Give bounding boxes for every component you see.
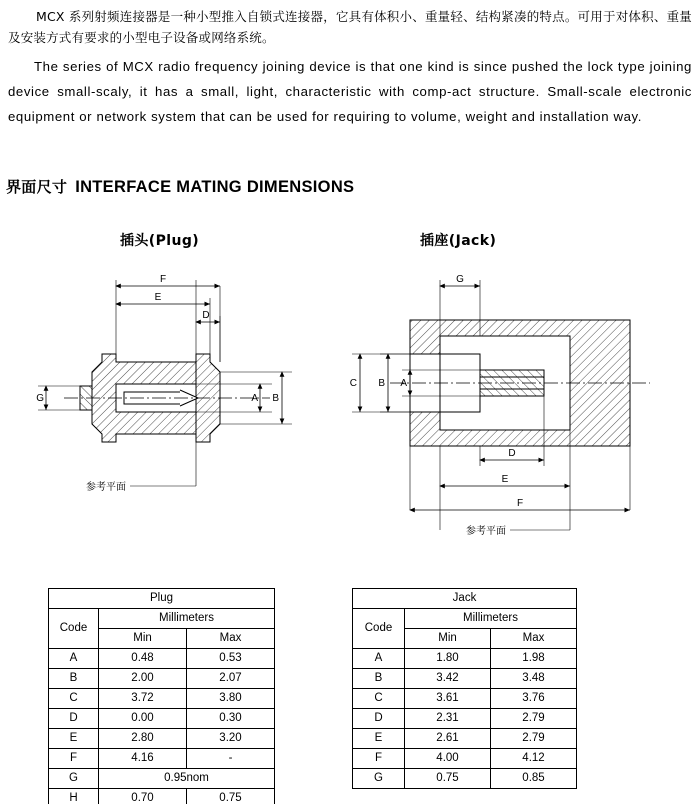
- jack-row-code: G: [353, 769, 405, 789]
- plug-unit-header: Millimeters: [99, 609, 275, 629]
- jack-row-max: 0.85: [491, 769, 577, 789]
- plug-row-code: B: [49, 669, 99, 689]
- jack-row-min: 0.75: [405, 769, 491, 789]
- plug-dim-B: B: [272, 393, 279, 404]
- plug-row-max: 3.80: [187, 689, 275, 709]
- table-row: [353, 609, 577, 629]
- jack-row-code: B: [353, 669, 405, 689]
- jack-code-header: Code: [353, 609, 405, 649]
- plug-row-min: 0.00: [99, 709, 187, 729]
- jack-unit-header: Millimeters: [405, 609, 577, 629]
- jack-row-min: 1.80: [405, 649, 491, 669]
- plug-row-code: H: [49, 789, 99, 804]
- table-row: [353, 649, 577, 669]
- plug-row-min: 4.16: [99, 749, 187, 769]
- plug-min-header: Min: [99, 629, 187, 649]
- jack-row-code: F: [353, 749, 405, 769]
- intro-paragraph-chinese: MCX 系列射频连接器是一种小型推入自锁式连接器，它具有体积小、重量轻、结构紧凑的特点。可用于对体积、重量及安装方式有要求的小型电子设备或网络系统。: [8, 9, 692, 45]
- jack-row-max: 3.48: [491, 669, 577, 689]
- jack-min-header: Min: [405, 629, 491, 649]
- plug-dim-G: G: [36, 393, 44, 404]
- plug-row-span-value: 0.95nom: [99, 769, 275, 789]
- jack-row-min: 2.61: [405, 729, 491, 749]
- jack-max-header: Max: [491, 629, 577, 649]
- table-row: [49, 669, 275, 689]
- jack-technical-drawing: [330, 258, 670, 558]
- plug-technical-drawing: [20, 258, 320, 558]
- table-row: [353, 589, 577, 609]
- plug-dimension-table: [48, 588, 275, 804]
- table-row: [49, 769, 275, 789]
- table-row: [353, 669, 577, 689]
- plug-row-max: 0.53: [187, 649, 275, 669]
- plug-row-code: C: [49, 689, 99, 709]
- jack-row-code: A: [353, 649, 405, 669]
- plug-row-min: 0.70: [99, 789, 187, 804]
- table-row: [49, 589, 275, 609]
- jack-datum-label: 参考平面: [466, 526, 506, 537]
- jack-row-code: D: [353, 709, 405, 729]
- jack-row-min: 4.00: [405, 749, 491, 769]
- plug-row-code: E: [49, 729, 99, 749]
- jack-table-title: Jack: [353, 589, 577, 609]
- plug-row-min: 0.48: [99, 649, 187, 669]
- section-heading-english: INTERFACE MATING DIMENSIONS: [75, 178, 355, 196]
- table-row: [353, 769, 577, 789]
- plug-drawing-caption: 插头(Plug): [120, 233, 200, 249]
- plug-row-max: 0.75: [187, 789, 275, 804]
- plug-row-code: G: [49, 769, 99, 789]
- jack-dim-G: G: [456, 274, 464, 285]
- intro-paragraph-english: The series of MCX radio frequency joining device is that one kind is since pushed the lock type joining device small-scaly, it has a small, light, characteristic with comp-act structure. Small-scale electronic equipment or network system that can be used for requiring to volume, weight and installation way.: [8, 59, 692, 124]
- plug-row-min: 3.72: [99, 689, 187, 709]
- plug-row-min: 2.80: [99, 729, 187, 749]
- plug-datum-label: 参考平面: [86, 482, 126, 493]
- plug-table-title: Plug: [49, 589, 275, 609]
- jack-row-max: 2.79: [491, 729, 577, 749]
- section-heading-chinese: 界面尺寸: [6, 178, 68, 196]
- jack-row-min: 3.42: [405, 669, 491, 689]
- plug-code-header: Code: [49, 609, 99, 649]
- plug-row-code: A: [49, 649, 99, 669]
- jack-dim-C: C: [349, 378, 357, 389]
- table-row: [49, 729, 275, 749]
- table-row: [49, 649, 275, 669]
- jack-dim-F: F: [516, 498, 524, 509]
- table-row: [353, 709, 577, 729]
- jack-dim-E: E: [501, 474, 509, 485]
- jack-dimension-table: [352, 588, 577, 789]
- plug-row-max: 0.30: [187, 709, 275, 729]
- plug-row-code: D: [49, 709, 99, 729]
- table-row: [353, 689, 577, 709]
- table-row: [353, 749, 577, 769]
- table-row: [353, 729, 577, 749]
- plug-dim-A: A: [251, 393, 258, 404]
- table-row: [49, 689, 275, 709]
- jack-dim-D: D: [508, 448, 516, 459]
- jack-dim-A: A: [400, 378, 407, 389]
- plug-row-max: 3.20: [187, 729, 275, 749]
- plug-row-min: 2.00: [99, 669, 187, 689]
- jack-row-code: C: [353, 689, 405, 709]
- table-row: [49, 789, 275, 804]
- plug-max-header: Max: [187, 629, 275, 649]
- jack-row-code: E: [353, 729, 405, 749]
- plug-dim-E: E: [154, 292, 162, 303]
- plug-dim-F: F: [159, 274, 167, 285]
- plug-dim-D: D: [202, 310, 210, 321]
- plug-row-code: F: [49, 749, 99, 769]
- intro-block: [8, 6, 692, 129]
- jack-row-max: 1.98: [491, 649, 577, 669]
- plug-row-max: 2.07: [187, 669, 275, 689]
- jack-row-min: 2.31: [405, 709, 491, 729]
- jack-drawing-caption: 插座(Jack): [420, 233, 497, 249]
- table-row: [49, 609, 275, 629]
- plug-row-max: -: [187, 749, 275, 769]
- jack-dim-B: B: [378, 378, 385, 389]
- section-heading: [6, 176, 354, 197]
- jack-row-min: 3.61: [405, 689, 491, 709]
- jack-row-max: 2.79: [491, 709, 577, 729]
- jack-row-max: 4.12: [491, 749, 577, 769]
- table-row: [49, 709, 275, 729]
- jack-row-max: 3.76: [491, 689, 577, 709]
- table-row: [49, 749, 275, 769]
